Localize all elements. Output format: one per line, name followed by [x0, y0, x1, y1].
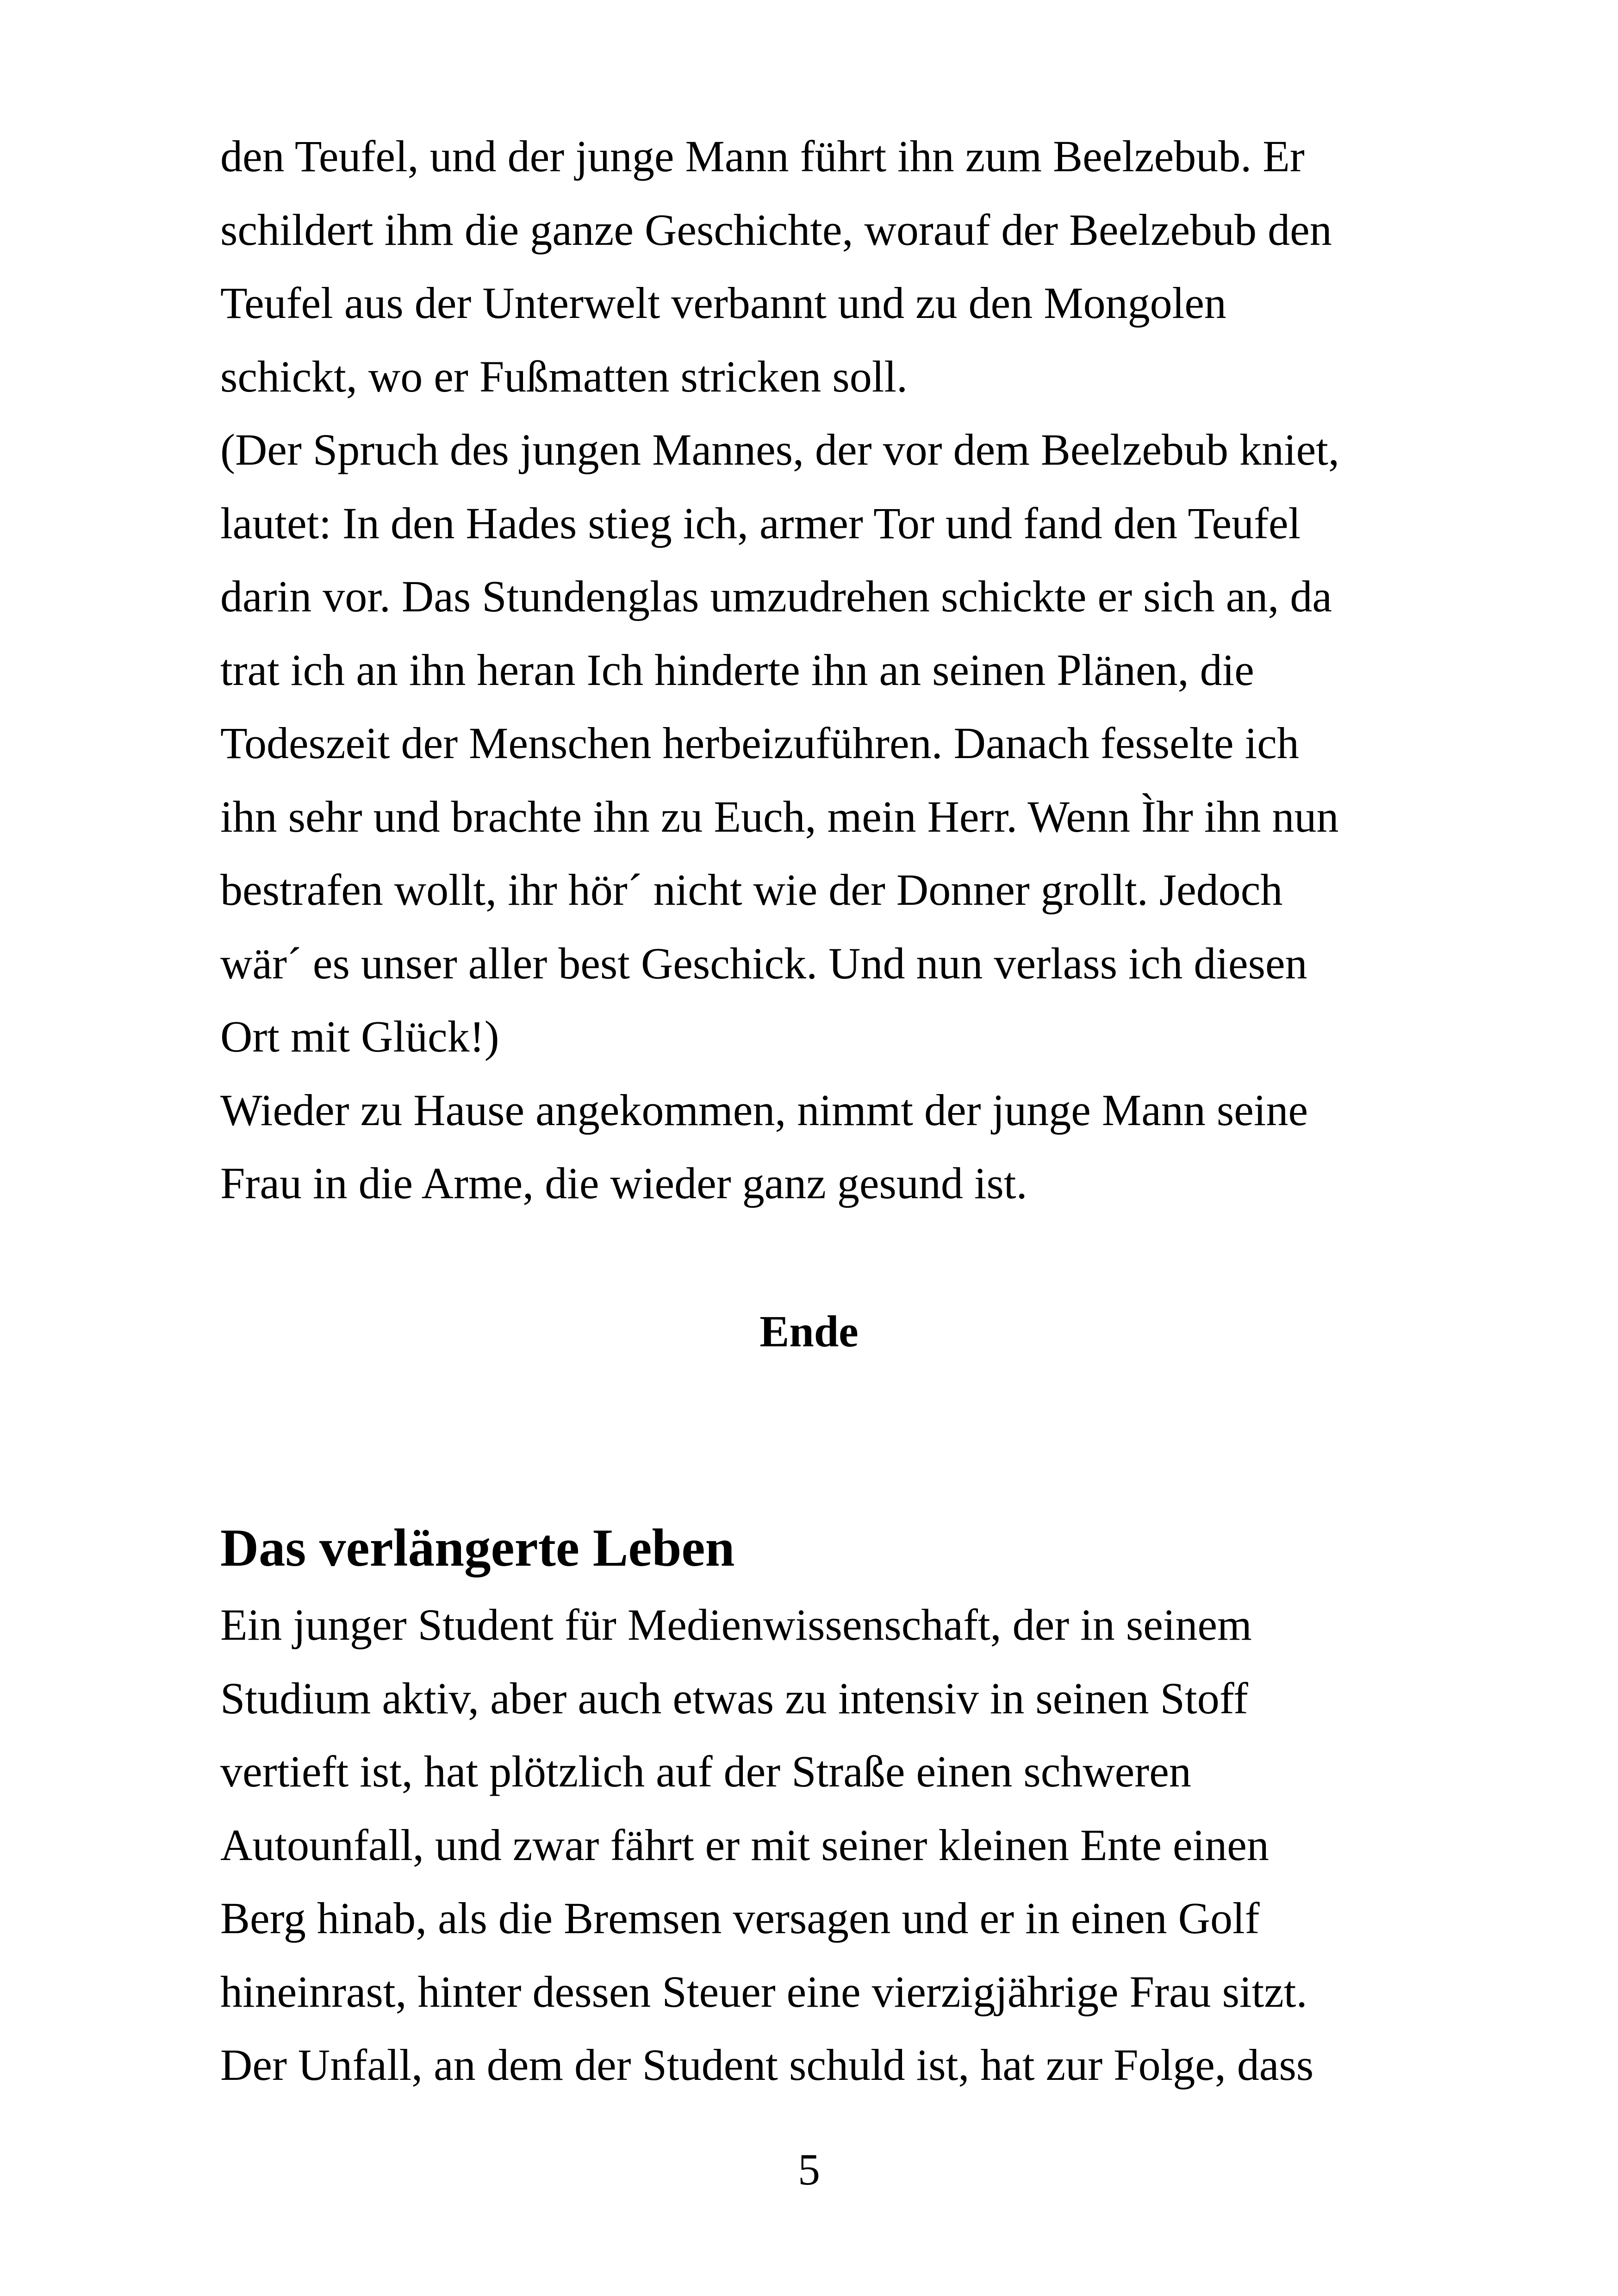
body-line: Ort mit Glück!) [220, 1012, 499, 1061]
body-line: Der Unfall, an dem der Student schuld ist, hat zur Folge, dass [220, 2040, 1314, 2090]
page-number: 5 [798, 2145, 820, 2194]
body-line: den Teufel, und der junge Mann führt ihn zum Beelzebub. Er [220, 131, 1305, 181]
body-line: bestrafen wollt, ihr hör´ nicht wie der Donner grollt. Jedoch [220, 865, 1283, 915]
body-line: Teufel aus der Unterwelt verbannt und zu den Mongolen [220, 278, 1226, 328]
body-line: ihn sehr und brachte ihn zu Euch, mein Herr. Wenn Ìhr ihn nun [220, 792, 1339, 841]
body-line: Berg hinab, als die Bremsen versagen und er in einen Golf [220, 1893, 1260, 1943]
body-line: trat ich an ihn heran Ich hinderte ihn an seinen Plänen, die [220, 645, 1254, 695]
body-line: Studium aktiv, aber auch etwas zu intensiv in seinen Stoff [220, 1674, 1248, 1723]
body-line: wär´ es unser aller best Geschick. Und nun verlass ich diesen [220, 939, 1307, 988]
section-end-marker: Ende [759, 1307, 859, 1356]
body-line: schildert ihm die ganze Geschichte, worauf der Beelzebub den [220, 205, 1332, 255]
body-line: Frau in die Arme, die wieder ganz gesund ist. [220, 1158, 1027, 1208]
body-line: lautet: In den Hades stieg ich, armer Tor und fand den Teufel [220, 498, 1301, 548]
body-line: hineinrast, hinter dessen Steuer eine vierzigjährige Frau sitzt. [220, 1967, 1307, 2016]
body-line: (Der Spruch des jungen Mannes, der vor dem Beelzebub kniet, [220, 425, 1339, 474]
body-line: darin vor. Das Stundenglas umzudrehen schickte er sich an, da [220, 572, 1332, 621]
body-line: Wieder zu Hause angekommen, nimmt der junge Mann seine [220, 1085, 1308, 1135]
body-line: Autounfall, und zwar fährt er mit seiner kleinen Ente einen [220, 1820, 1269, 1870]
body-line: Ein junger Student für Medienwissenschaft, der in seinem [220, 1600, 1252, 1649]
body-line: schickt, wo er Fußmatten stricken soll. [220, 352, 908, 401]
body-line: Todeszeit der Menschen herbeizuführen. Danach fesselte ich [220, 718, 1299, 768]
chapter-heading: Das verlängerte Leben [220, 1518, 735, 1577]
body-line: vertieft ist, hat plötzlich auf der Straße einen schweren [220, 1747, 1191, 1796]
